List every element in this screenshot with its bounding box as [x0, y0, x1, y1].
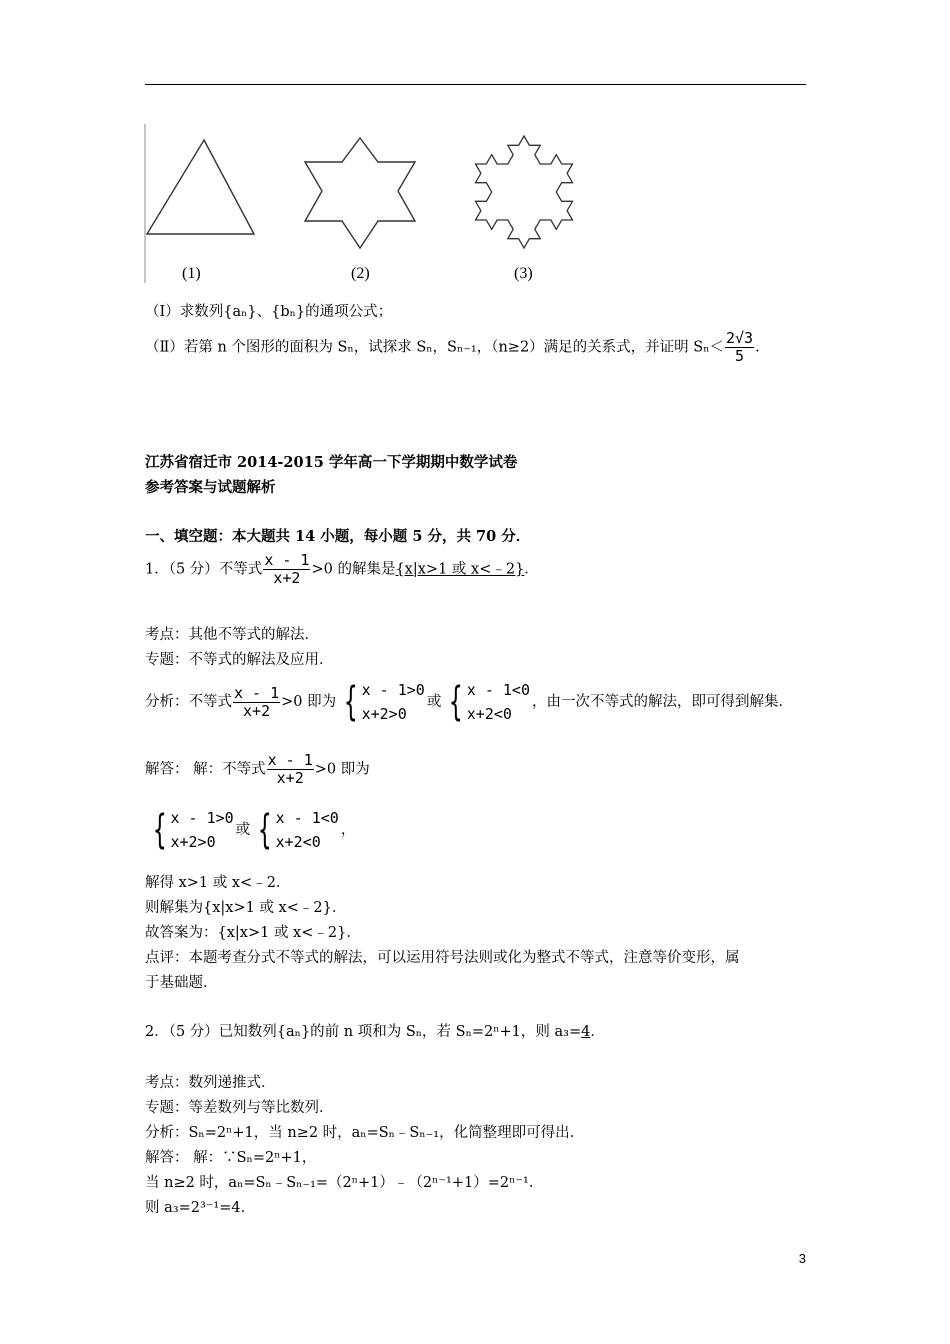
- p1-jieda: 解答： 解：不等式 $\frac{x - 1}{x+2}$ >0 即为: [145, 751, 370, 787]
- p1-kaodian: 考点：其他不等式的解法．: [145, 627, 319, 643]
- answer-blank: {x|x>1 或 x<﹣2}: [395, 561, 525, 578]
- question-part-2: （Ⅱ）若第 n 个图形的面积为 Sₙ，试探求 Sₙ，Sₙ₋₁，（n≥2）满足的关系式，并证明 Sₙ＜ $\frac{2√3}{5}$ .: [145, 329, 760, 365]
- inequality-system-1: { x - 1>0 x+2>0: [152, 807, 234, 853]
- fraction: $\frac{x - 1}{x+2}$: [234, 683, 280, 720]
- figure-panel: [140, 118, 600, 290]
- figure-1-label: (1): [182, 265, 201, 282]
- section-heading: 一、填空题：本大题共 14 小题，每小题 5 分，共 70 分．: [145, 528, 531, 545]
- p2-kaodian: 考点：数列递推式．: [145, 1075, 276, 1091]
- p1-jd-line-2: 则解集为{x|x>1 或 x<﹣2}．: [145, 900, 347, 916]
- p1-jd-line-1: 解得 x>1 或 x<﹣2．: [145, 875, 291, 891]
- answer-subtitle: 参考答案与试题解析: [145, 479, 276, 496]
- answer-title: 江苏省宿迁市 2014-2015 学年高一下学期期中数学试卷: [145, 454, 518, 471]
- page-number: 3: [798, 1251, 806, 1266]
- inequality-system-2: { x - 1<0 x+2<0: [257, 807, 339, 853]
- p2-line-3: 则 a₃=2³⁻¹=4．: [145, 1200, 256, 1216]
- inequality-system-1: { x - 1>0 x+2>0: [343, 679, 425, 725]
- p1-fenxi: 分析：不等式 $\frac{x - 1}{x+2}$ >0 即为 { x - 1>0 x+2>0 或 { x - 1<0 x+2<0 ，由一次不等式的解法，即可得到解集．: [145, 679, 793, 725]
- p2-line-2: 当 n≥2 时，aₙ=Sₙ﹣Sₙ₋₁=（2ⁿ+1）﹣（2ⁿ⁻¹+1）=2ⁿ⁻¹．: [145, 1175, 544, 1191]
- p1-jieda-systems: { x - 1>0 x+2>0 或 { x - 1<0 x+2<0 ，: [145, 808, 355, 852]
- figure-2-label: (2): [351, 265, 370, 282]
- p1-dianping-1: 点评：本题考查分式不等式的解法，可以运用符号法则或化为整式不等式，注意等价变形，属: [145, 950, 740, 966]
- p1-zhuanti: 专题：不等式的解法及应用．: [145, 652, 334, 668]
- problem-1-stem: 1．（5 分）不等式 $\frac{x - 1}{x+2}$ >0 的解集是{x|x>1 或 x<﹣2}．: [145, 551, 539, 587]
- p1-dianping-2: 于基础题．: [145, 975, 218, 991]
- question-part-1: （Ⅰ）求数列{aₙ}、{bₙ}的通项公式；: [145, 304, 393, 320]
- figure-3-label: (3): [514, 265, 533, 282]
- figure-1-triangle: [147, 140, 254, 234]
- fraction-2sqrt3-over-5: $\frac{2√3}{5}$: [726, 329, 754, 365]
- problem-2-stem: 2．（5 分）已知数列{aₙ}的前 n 项和为 Sₙ，若 Sₙ=2ⁿ+1，则 a₃=4．: [145, 1024, 605, 1040]
- figure-2-hexagram: [305, 138, 415, 248]
- p2-jieda: 解答： 解：∵Sₙ=2ⁿ+1，: [145, 1150, 317, 1166]
- p2-fenxi: 分析：Sₙ=2ⁿ+1，当 n≥2 时，aₙ=Sₙ﹣Sₙ₋₁，化简整理即可得出．: [145, 1125, 585, 1141]
- p2-zhuanti: 专题：等差数列与等比数列．: [145, 1100, 334, 1116]
- fraction: $\frac{x - 1}{x+2}$: [267, 751, 313, 787]
- answer-blank: 4: [581, 1024, 591, 1040]
- inequality-system-2: { x - 1<0 x+2<0: [449, 679, 530, 725]
- header-rule: [145, 84, 806, 85]
- koch-figures: [140, 118, 600, 290]
- p1-jd-line-3: 故答案为：{x|x>1 或 x<﹣2}．: [145, 925, 361, 941]
- fraction: $\frac{x - 1}{x+2}$: [264, 551, 310, 587]
- figure-3-snowflake: [476, 136, 573, 248]
